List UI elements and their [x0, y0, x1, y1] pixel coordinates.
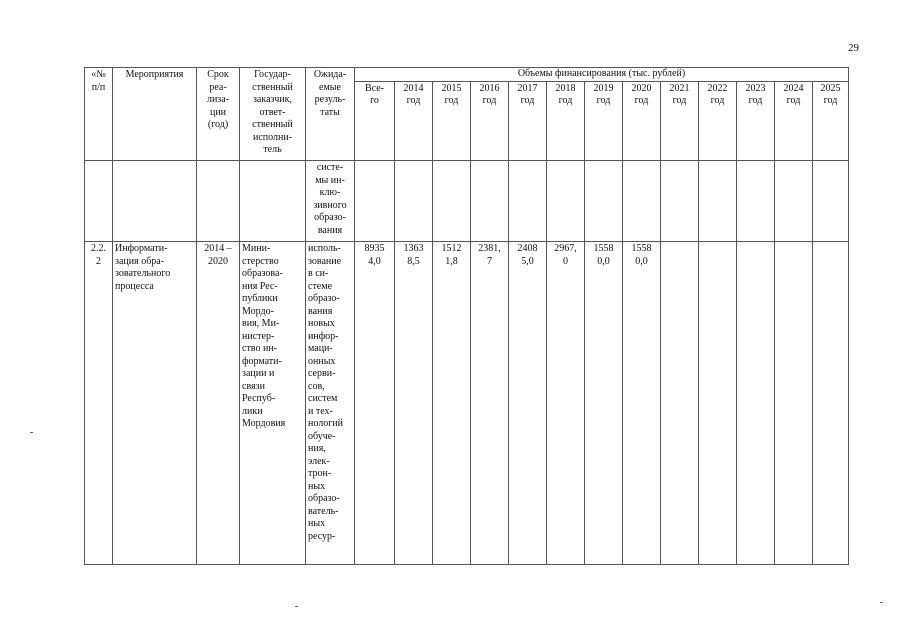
cont-value-cell	[775, 161, 813, 242]
cont-value-cell	[395, 161, 433, 242]
cont-num-cell	[85, 161, 113, 242]
scan-speck	[880, 602, 883, 603]
header-year-2016: 2016 год	[471, 81, 509, 161]
header-year-2015: 2015 год	[433, 81, 471, 161]
row-2-2-2	[85, 242, 849, 565]
row-measure: Информати- зация обра- зовательного процесса	[113, 242, 197, 565]
cont-value-cell	[661, 161, 699, 242]
row-period: 2014 – 2020	[197, 242, 240, 565]
value-2018: 2967, 0	[547, 242, 585, 565]
header-year-total: Все- го	[355, 81, 395, 161]
header-measures: Мероприятия	[113, 68, 197, 161]
cont-value-cell	[737, 161, 775, 242]
header-customer: Государ- ственный заказчик, ответ- ственный исполни- тель	[240, 68, 306, 161]
row-expected: исполь- зование в си- стеме образо- вания новых инфор- маци- онных серви- сов, систем и тех- нологий обуче- ния, элек- трон- ных образо- ватель- ных ресур-	[306, 242, 355, 565]
value-2021	[661, 242, 699, 565]
value-2016: 2381, 7	[471, 242, 509, 565]
continuation-row	[85, 161, 849, 242]
cont-value-cell	[813, 161, 849, 242]
header-year-2018: 2018 год	[547, 81, 585, 161]
value-2024	[775, 242, 813, 565]
cont-value-cell	[585, 161, 623, 242]
header-expected: Ожида- емые резуль- таты	[306, 68, 355, 161]
row-num: 2.2. 2	[85, 242, 113, 565]
header-year-2019: 2019 год	[585, 81, 623, 161]
header-year-2014: 2014 год	[395, 81, 433, 161]
cont-measure-cell	[113, 161, 197, 242]
header-num: «№ п/п	[85, 68, 113, 161]
cont-value-cell	[547, 161, 585, 242]
value-2017: 2408 5,0	[509, 242, 547, 565]
cont-value-cell	[471, 161, 509, 242]
scan-speck	[295, 606, 298, 607]
value-2022	[699, 242, 737, 565]
value-2025	[813, 242, 849, 565]
cont-value-cell	[433, 161, 471, 242]
cont-value-cell	[355, 161, 395, 242]
header-funding: Объемы финансирования (тыс. рублей)	[355, 68, 849, 82]
scan-speck	[30, 432, 33, 433]
funding-table	[84, 67, 849, 565]
header-year-2020: 2020 год	[623, 81, 661, 161]
header-row-1	[85, 68, 849, 82]
value-2023	[737, 242, 775, 565]
cont-expected-cell: систе- мы ин- клю- зивного образо- вания	[306, 161, 355, 242]
value-total: 8935 4,0	[355, 242, 395, 565]
value-2015: 1512 1,8	[433, 242, 471, 565]
header-year-2022: 2022 год	[699, 81, 737, 161]
header-year-2024: 2024 год	[775, 81, 813, 161]
header-period: Срок реа- лиза- ции (год)	[197, 68, 240, 161]
header-year-2023: 2023 год	[737, 81, 775, 161]
page-number: 29	[848, 42, 859, 54]
cont-period-cell	[197, 161, 240, 242]
value-2014: 1363 8,5	[395, 242, 433, 565]
header-year-2017: 2017 год	[509, 81, 547, 161]
cont-value-cell	[509, 161, 547, 242]
value-2019: 1558 0,0	[585, 242, 623, 565]
header-year-2025: 2025 год	[813, 81, 849, 161]
value-2020: 1558 0,0	[623, 242, 661, 565]
cont-value-cell	[699, 161, 737, 242]
header-year-2021: 2021 год	[661, 81, 699, 161]
cont-value-cell	[623, 161, 661, 242]
cont-customer-cell	[240, 161, 306, 242]
row-customer: Мини- стерство образова- ния Рес- публики Мордо- вия, Ми- нистер- ство ин- формати- зации и связи Респуб- лики Мордовия	[240, 242, 306, 565]
